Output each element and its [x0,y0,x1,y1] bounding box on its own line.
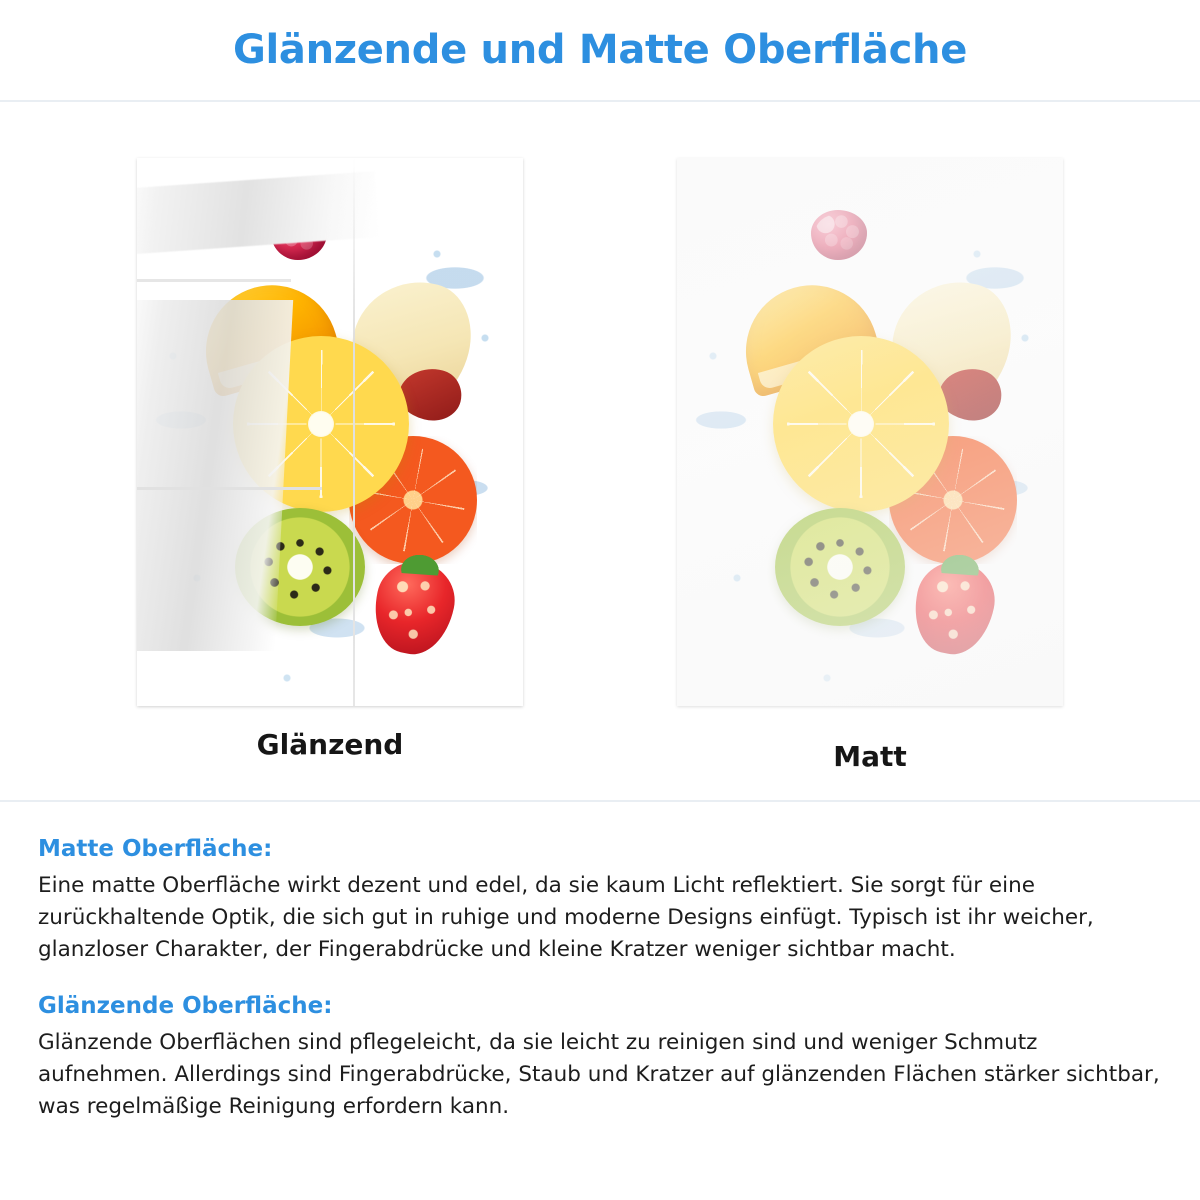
glossy-sample-image [137,158,523,706]
page-title: Glänzende und Matte Oberfläche [232,27,968,73]
matte-section-body: Eine matte Oberfläche wirkt dezent und edel, da sie kaum Licht reflektiert. Sie sorgt für eine zurückhaltende Optik, die sich gut in ruhige und moderne Designs einfügt. Typisch ist ihr weicher, glanzloser Charakter, der Fingerabdrücke und kleine Kratzer weniger sichtbar macht. [38,873,1094,962]
glossy-section-body: Glänzende Oberflächen sind pflegeleicht, da sie leicht zu reinigen sind und weniger Schmutz aufnehmen. Allerdings sind Fingerabdrücke, Staub und Kratzer auf glänzenden Flächen stärker sichtbar, was regelmäßige Reinigung erfordern kann. [38,1030,1160,1120]
matte-caption: Matt [833,740,907,773]
description-section [0,802,1200,1200]
fruit-composition-glossy [137,158,523,706]
glossy-caption: Glänzend [256,728,404,761]
raspberry-icon [811,210,867,260]
raspberry-icon [271,210,327,260]
matte-sample-image [677,158,1063,706]
glossy-section-heading: Glänzende Oberfläche: [38,993,333,1020]
lemon-slice-icon [233,336,409,512]
gloss-band-lower [137,487,322,490]
comparison-panel-glossy [130,158,530,761]
fruit-composition-matte [677,158,1063,706]
kiwi-slice-icon [775,508,905,626]
strawberry-icon [366,555,461,661]
kiwi-slice-icon [235,508,365,626]
matte-section-heading: Matte Oberfläche: [38,836,273,862]
strawberry-icon [906,555,1001,661]
comparison-panel-matte [670,158,1070,773]
surface-comparison [0,102,1200,802]
gloss-band-upper [137,279,291,282]
lemon-slice-icon [773,336,949,512]
gloss-edge-line [353,158,355,706]
page-header [0,0,1200,102]
